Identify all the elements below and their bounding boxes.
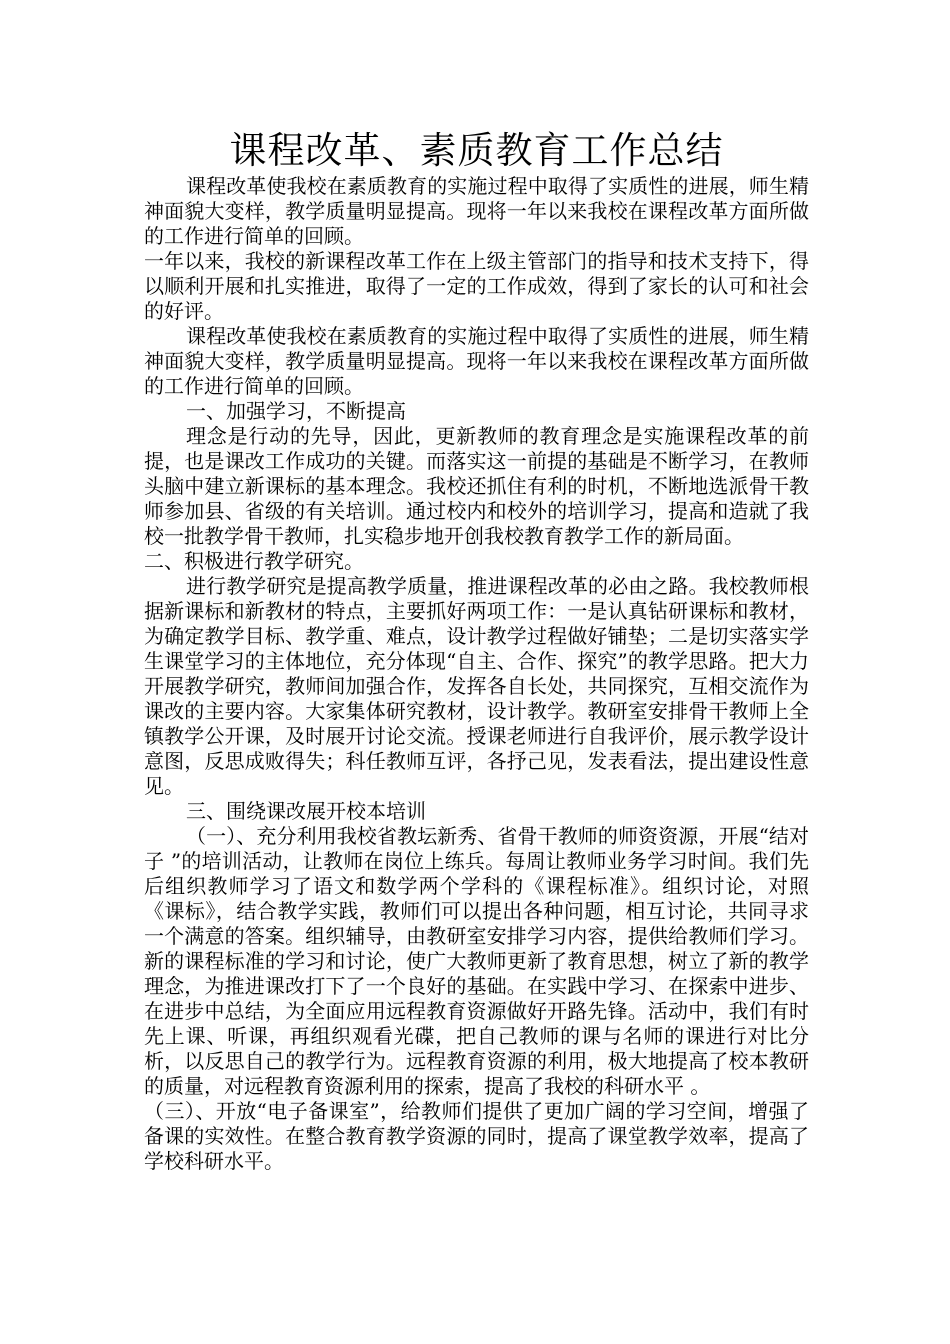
paragraph-intro-repeat: 课程改革使我校在素质教育的实施过程中取得了实质性的进展，师生精神面貌大变样，教学质量明显提高。现将一年以来我校在课程改革方面所做的工作进行简单的回顾。 <box>144 324 809 398</box>
document-page <box>144 128 809 1174</box>
section-heading-3: 三、围绕课改展开校本培训 <box>186 799 426 823</box>
paragraph-section-2: 进行教学研究是提高教学质量，推进课程改革的必由之路。我校教师根据新课标和新教材的特点，主要抓好两项工作：一是认真钻研课标和教材，为确定教学目标、教学重、难点，设计教学过程做好铺垫；二是切实落实学生课堂学习的主体地位，充分体现“自主、合作、探究”的教学思路。把大力开展教学研究，教师间加强合作，发挥各自长处，共同探究，互相交流作为课改的主要内容。大家集体研究教材，设计教学。教研室安排骨干教师上全镇教学公开课，及时展开讨论交流。授课老师进行自我评价，展示教学设计意图，反思成败得失；科任教师互评，各抒己见，发表看法，提出建设性意见。 <box>144 574 809 798</box>
document-title: 课程改革、素质教育工作总结 <box>229 129 724 172</box>
section-heading-1: 一、加强学习，不断提高 <box>186 399 406 423</box>
paragraph-intro: 课程改革使我校在素质教育的实施过程中取得了实质性的进展，师生精神面貌大变样，教学质量明显提高。现将一年以来我校在课程改革方面所做的工作进行简单的回顾。 <box>144 174 809 248</box>
paragraph-section-3-part-3: （三）、开放“电子备课室”，给教师们提供了更加广阔的学习空间，增强了备课的实效性。在整合教育教学资源的同时，提高了课堂教学效率，提高了学校科研水平。 <box>144 1099 809 1173</box>
paragraph-section-3-part-1: （一）、充分利用我校省教坛新秀、省骨干教师的师资资源，开展“结对子 ”的培训活动，让教师在岗位上练兵。每周让教师业务学习时间。我们先后组织教师学习了语文和数学两个学科的《课程标准》。组织讨论，对照《课标》，结合教学实践，教师们可以提出各种问题，相互讨论，共同寻求一个满意的答案。组织辅导，由教研室安排学习内容，提供给教师们学习。新的课程标准的学习和讨论，使广大教师更新了教育思想，树立了新的教学理念，为推进课改打下了一个良好的基础。在实践中学习、在探索中进步、在进步中总结，为全面应用远程教育资源做好开路先锋。活动中，我们有时先上课、听课，再组织观看光碟，把自己教师的课与名师的课进行对比分析，以反思自己的教学行为。远程教育资源的利用，极大地提高了校本教研的质量，对远程教育资源利用的探索，提高了我校的科研水平 。 <box>144 824 809 1098</box>
paragraph-year-summary: 一年以来，我校的新课程改革工作在上级主管部门的指导和技术支持下，得以顺利开展和扎实推进，取得了一定的工作成效，得到了家长的认可和社会的好评。 <box>144 249 809 323</box>
section-heading-2: 二、积极进行教学研究。 <box>144 549 364 573</box>
paragraph-section-1: 理念是行动的先导，因此，更新教师的教育理念是实施课程改革的前提，也是课改工作成功的关键。而落实这一前提的基础是不断学习，在教师头脑中建立新课标的基本理念。我校还抓住有利的时机，不断地选派骨干教师参加县、省级的有关培训。通过校内和校外的培训学习，提高和造就了我校一批教学骨干教师，扎实稳步地开创我校教育教学工作的新局面。 <box>144 424 809 548</box>
